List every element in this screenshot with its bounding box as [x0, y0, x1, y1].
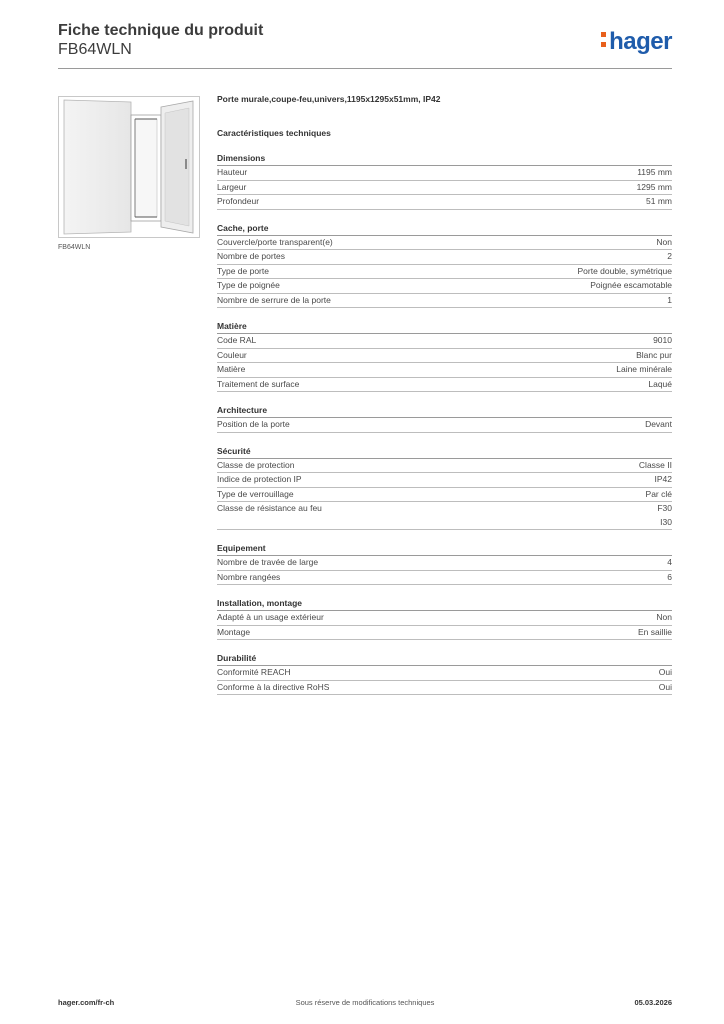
- spec-value-line: Blanc pur: [636, 349, 672, 360]
- spec-value-line: 2: [667, 251, 672, 261]
- image-caption: FB64WLN: [58, 244, 91, 251]
- spec-row: [217, 681, 672, 696]
- product-description: Porte murale,coupe-feu,univers,1195x1295x51mm, IP42: [217, 94, 441, 104]
- spec-value: [636, 349, 672, 363]
- spec-label: Type de poignée: [217, 280, 280, 290]
- spec-value-line: 1295 mm: [636, 181, 672, 192]
- spec-value: [657, 502, 672, 529]
- spec-row: [217, 279, 672, 294]
- spec-label: Largeur: [217, 181, 247, 192]
- spec-value-line: Laine minérale: [616, 364, 672, 374]
- spec-label: Traitement de surface: [217, 378, 300, 389]
- spec-value: [655, 473, 673, 487]
- spec-label: Nombre de portes: [217, 251, 286, 261]
- spec-value: [646, 488, 672, 502]
- spec-label: Profondeur: [217, 196, 260, 206]
- spec-value-line: Porte double, symétrique: [577, 265, 672, 276]
- spec-value: [646, 195, 672, 209]
- spec-section: [217, 542, 672, 585]
- spec-value-line: Poignée escamotable: [590, 280, 672, 290]
- spec-value: [637, 166, 672, 180]
- spec-section: [217, 320, 672, 392]
- section-title: Durabilité: [217, 652, 672, 666]
- spec-label: Indice de protection IP: [217, 474, 302, 484]
- logo-dots-icon: [601, 32, 606, 47]
- spec-label: Code RAL: [217, 335, 257, 345]
- spec-row: [217, 502, 672, 530]
- spec-section: [217, 652, 672, 695]
- section-title: Equipement: [217, 542, 672, 556]
- section-title: Dimensions: [217, 152, 672, 166]
- spec-label: Nombre de serrure de la porte: [217, 294, 331, 305]
- spec-section: [217, 404, 672, 433]
- spec-value-line: Non: [656, 236, 672, 247]
- spec-content: [217, 94, 672, 695]
- spec-value: [656, 611, 672, 625]
- spec-section: [217, 152, 672, 210]
- spec-row: [217, 626, 672, 641]
- spec-value: [659, 666, 672, 680]
- spec-row: [217, 334, 672, 349]
- spec-label: Matière: [217, 364, 246, 374]
- spec-row: [217, 666, 672, 681]
- spec-row: [217, 166, 672, 181]
- spec-sections: [217, 152, 672, 695]
- logo-text: hager: [609, 28, 672, 55]
- spec-value-line: En saillie: [637, 626, 672, 637]
- section-title: Installation, montage: [217, 597, 672, 611]
- spec-row: [217, 459, 672, 474]
- spec-value-line: Non: [656, 612, 672, 622]
- product-code: FB64WLN: [58, 41, 132, 58]
- spec-value-line: Devant: [645, 419, 672, 429]
- spec-value-line: 51 mm: [646, 196, 672, 206]
- footer-notice: Sous réserve de modifications techniques: [295, 998, 435, 1007]
- spec-value: [645, 418, 672, 432]
- spec-row: [217, 236, 672, 251]
- cabinet-illustration: [59, 97, 199, 237]
- section-title: Cache, porte: [217, 222, 672, 236]
- spec-label: Type de porte: [217, 265, 269, 276]
- spec-row: [217, 611, 672, 626]
- section-title: Matière: [217, 320, 672, 334]
- spec-label: Hauteur: [217, 167, 248, 177]
- spec-section: [217, 597, 672, 640]
- section-title: Architecture: [217, 404, 672, 418]
- spec-section: [217, 222, 672, 309]
- spec-value-line: IP42: [654, 474, 672, 484]
- spec-label: Classe de protection: [217, 459, 295, 470]
- spec-label: Nombre de travée de large: [217, 557, 319, 567]
- spec-label: Couvercle/porte transparent(e): [217, 236, 333, 247]
- spec-value: [656, 236, 672, 250]
- spec-label: Conforme à la directive RoHS: [217, 681, 330, 692]
- spec-row: [217, 488, 672, 503]
- spec-row: [217, 250, 672, 265]
- spec-value-line: F30: [657, 503, 672, 513]
- spec-value: [667, 294, 672, 308]
- spec-row: [217, 378, 672, 393]
- spec-row: [217, 181, 672, 196]
- spec-label: Adapté à un usage extérieur: [217, 612, 324, 622]
- spec-value: [653, 334, 672, 348]
- spec-row: [217, 195, 672, 210]
- header-divider: [58, 68, 672, 69]
- footer-date: 05.03.2026: [634, 998, 672, 1007]
- spec-value: [590, 279, 672, 293]
- spec-value-line: 1: [667, 294, 672, 305]
- spec-row: [217, 349, 672, 364]
- page-header: [58, 21, 672, 59]
- spec-row: [217, 363, 672, 378]
- section-title: Sécurité: [217, 445, 672, 459]
- spec-label: Type de verrouillage: [217, 488, 294, 499]
- spec-label: Nombre rangées: [217, 571, 281, 582]
- spec-row: [217, 556, 672, 571]
- product-image: [58, 96, 200, 238]
- spec-value: [637, 181, 672, 195]
- spec-value-line: I30: [660, 516, 672, 527]
- spec-value: [639, 459, 672, 473]
- hager-logo: [601, 29, 672, 55]
- spec-value: [616, 363, 672, 377]
- spec-value-line: 1195 mm: [637, 167, 672, 177]
- spec-label: Montage: [217, 626, 251, 637]
- spec-row: [217, 571, 672, 586]
- spec-row: [217, 294, 672, 309]
- spec-row: [217, 418, 672, 433]
- footer-website: hager.com/fr-ch: [58, 998, 115, 1007]
- spec-value: [638, 626, 672, 640]
- specs-subtitle: Caractéristiques techniques: [217, 128, 331, 138]
- spec-value-line: 9010: [653, 335, 672, 345]
- spec-value-line: 4: [667, 557, 672, 567]
- spec-value-line: Oui: [658, 667, 672, 677]
- spec-value: [667, 250, 672, 264]
- spec-value: [659, 681, 672, 695]
- spec-value: [667, 556, 672, 570]
- document-title: Fiche technique du produit: [58, 22, 264, 39]
- spec-label: Classe de résistance au feu: [217, 503, 322, 513]
- spec-value: [648, 378, 672, 392]
- spec-value: [578, 265, 673, 279]
- spec-value-line: Par clé: [645, 488, 672, 499]
- spec-value-line: Oui: [658, 681, 672, 692]
- spec-value-line: 6: [667, 571, 672, 582]
- spec-label: Conformité REACH: [217, 667, 291, 677]
- spec-section: [217, 445, 672, 531]
- spec-row: [217, 265, 672, 280]
- spec-value-line: Classe II: [638, 459, 672, 470]
- spec-row: [217, 473, 672, 488]
- spec-label: Position de la porte: [217, 419, 290, 429]
- spec-value-line: Laqué: [648, 378, 672, 389]
- spec-value: [667, 571, 672, 585]
- spec-label: Couleur: [217, 349, 247, 360]
